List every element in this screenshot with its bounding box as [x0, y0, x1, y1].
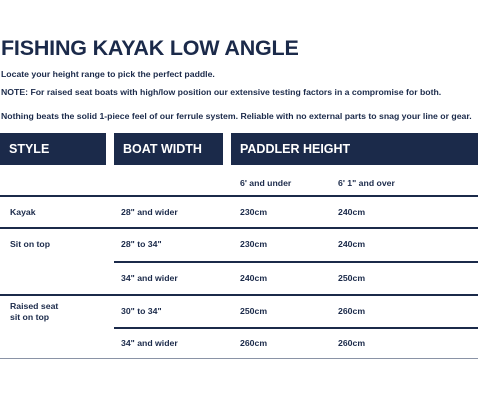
length-short-cell: 250cm — [240, 306, 268, 316]
length-short-cell: 240cm — [240, 273, 268, 283]
row-divider — [114, 261, 478, 263]
header-paddler-height: PADDLER HEIGHT — [231, 133, 478, 165]
width-cell: 30" to 34" — [121, 306, 162, 316]
length-tall-cell: 260cm — [338, 306, 366, 316]
row-divider — [0, 227, 478, 229]
length-tall-cell: 240cm — [338, 207, 366, 217]
width-cell: 28" to 34" — [121, 239, 162, 249]
width-cell: 34" and wider — [121, 273, 178, 283]
note-text: NOTE: For raised seat boats with high/low position our extensive testing factors in a compromise for both. — [1, 87, 442, 97]
style-cell: Kayak — [10, 207, 36, 217]
intro-text: Locate your height range to pick the perfect paddle. — [1, 69, 215, 79]
style-cell-line1: Raised seat — [10, 301, 59, 311]
header-boat-width: BOAT WIDTH — [114, 133, 223, 165]
subheader-height-tall: 6' 1" and over — [338, 178, 395, 188]
row-divider — [114, 327, 478, 329]
length-short-cell: 230cm — [240, 207, 268, 217]
style-cell-line2: sit on top — [10, 312, 50, 322]
width-cell: 28" and wider — [121, 207, 178, 217]
length-tall-cell: 250cm — [338, 273, 366, 283]
subheader-height-short: 6' and under — [240, 178, 292, 188]
row-divider — [0, 358, 478, 359]
page-title: FISHING KAYAK LOW ANGLE — [1, 36, 299, 60]
row-divider — [0, 195, 478, 197]
tagline-text: Nothing beats the solid 1-piece feel of our ferrule system. Reliable with no external parts to snag your line or gear. — [1, 111, 472, 121]
style-cell: Sit on top — [10, 239, 51, 249]
length-short-cell: 230cm — [240, 239, 268, 249]
row-divider — [0, 294, 478, 296]
length-tall-cell: 260cm — [338, 338, 366, 348]
header-style: STYLE — [0, 133, 106, 165]
width-cell: 34" and wider — [121, 338, 178, 348]
length-short-cell: 260cm — [240, 338, 268, 348]
length-tall-cell: 240cm — [338, 239, 366, 249]
